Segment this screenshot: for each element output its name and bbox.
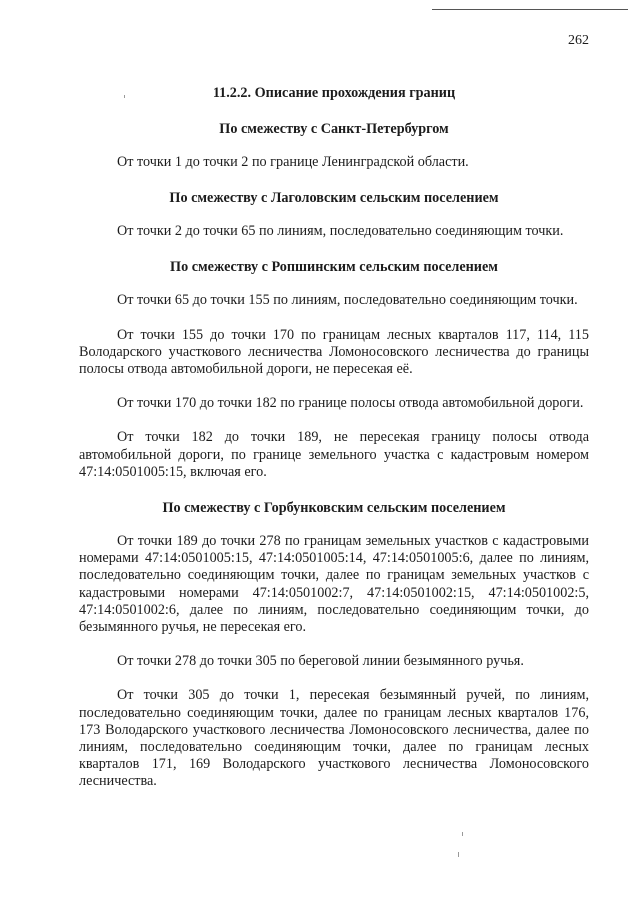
paragraph: От точки 1 до точки 2 по границе Ленинградской области.: [117, 154, 469, 170]
scan-speck: [462, 832, 463, 836]
document-title: 11.2.2. Описание прохождения границ: [212, 85, 456, 101]
scan-speck: [458, 852, 459, 857]
section-heading-ropsha: По смежеству с Ропшинским сельским поселением: [170, 259, 498, 276]
paragraph: От точки 155 до точки 170 по границам лесных кварталов 117, 114, 115 Володарского участкового лесничества Ломоносовского лесничества до границы полосы отвода автомобильной дороги, не пересекая её.: [79, 326, 589, 378]
section-heading-gorbunki: По смежеству с Горбунковским сельским поселением: [162, 500, 506, 517]
section-heading-saint-petersburg: По смежеству с Санкт-Петербургом: [219, 121, 449, 137]
paragraph: От точки 2 до точки 65 по линиям, последовательно соединяющим точки.: [117, 223, 564, 240]
paragraph: От точки 189 до точки 278 по границам земельных участков с кадастровыми номерами 47:14:0501005:15, 47:14:0501005:14, 47:14:0501005:6, далее по линиям, последовательно соединяющим точки, далее по границам земельных участков с кадастровыми номерами 47:14:0501002:7, 47:14:0501002:15, 47:14:0501002:5, 47:14:0501002:6, далее по линиям, последовательно соединяющим точки, до безымянного ручья, не пересекая его.: [79, 533, 589, 636]
section-heading-lagolovo: По смежеству с Лаголовским сельским поселением: [169, 190, 499, 207]
document-body: [79, 82, 589, 791]
paragraph: От точки 170 до точки 182 по границе полосы отвода автомобильной дороги.: [117, 395, 584, 412]
page-number: 262: [568, 33, 589, 48]
paragraph: От точки 65 до точки 155 по линиям, последовательно соединяющим точки.: [117, 292, 578, 309]
paragraph: От точки 182 до точки 189, не пересекая границу полосы отвода автомобильной дороги, по границе земельного участка с кадастровым номером 47:14:0501005:15, включая его.: [79, 429, 589, 480]
paragraph: От точки 305 до точки 1, пересекая безымянный ручей, по линиям, последовательно соединяющим точки, далее по границам лесных кварталов 176, 173 Володарского участкового лесничества Ломоносовского лесничества, далее по линиям, последовательно соединяющим точки, далее по границам лесных кварталов 171, 169 Володарского участкового лесничества Ломоносовского лесничества.: [79, 687, 589, 790]
top-rule: [432, 9, 628, 10]
paragraph: От точки 278 до точки 305 по береговой линии безымянного ручья.: [117, 653, 524, 670]
